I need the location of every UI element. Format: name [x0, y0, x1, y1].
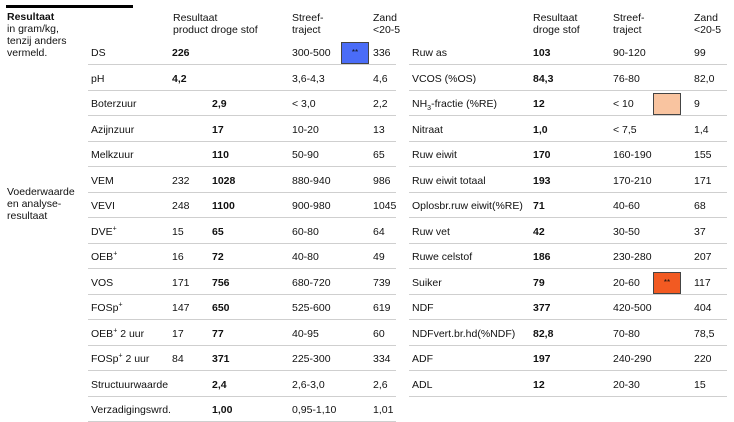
droge-stof-value: 756 — [212, 276, 230, 289]
row-label — [412, 327, 515, 341]
label-text: DVE — [91, 225, 113, 238]
droge-stof-value: 12 — [533, 378, 545, 391]
table-row — [409, 170, 727, 193]
streef-traject-value: 3,6-4,3 — [292, 72, 325, 85]
units-title: Resultaat — [7, 11, 55, 23]
zand-value: 334 — [373, 353, 391, 365]
row-label — [91, 123, 134, 137]
left-header-resultaat — [173, 12, 258, 36]
droge-stof-value: 1028 — [212, 174, 236, 187]
alert-marker: ** — [341, 42, 369, 64]
label-superscript: + — [113, 250, 118, 258]
table-row — [88, 195, 396, 218]
header-text: Resultaat — [173, 12, 218, 24]
header-text: Zand — [373, 12, 397, 24]
droge-stof-value: 193 — [533, 174, 551, 187]
label-text: Ruwe celstof — [412, 251, 473, 263]
droge-stof-value: 1,00 — [212, 404, 233, 416]
table-row — [88, 221, 396, 244]
zand-value: 64 — [373, 225, 385, 238]
zand-value: 336 — [373, 47, 391, 59]
droge-stof-value: 110 — [212, 149, 229, 161]
streef-traject-value: 40-60 — [613, 200, 640, 212]
alert-marker: ** — [653, 272, 681, 294]
streef-traject-value: < 3,0 — [292, 98, 316, 110]
zand-value: 78,5 — [694, 327, 715, 340]
section-label — [7, 186, 75, 222]
label-text: Suiker — [412, 276, 442, 289]
header-text: Streef- — [292, 12, 324, 24]
streef-traject-value: < 10 — [613, 98, 634, 110]
row-label — [412, 97, 497, 111]
droge-stof-value: 82,8 — [533, 327, 554, 340]
table-row — [88, 348, 396, 371]
label-text: Ruw as — [412, 47, 448, 59]
product-value: 248 — [172, 200, 190, 212]
section-line: en analyse- — [7, 198, 62, 210]
label-text: Ruw vet — [412, 225, 450, 238]
row-label — [412, 174, 486, 188]
streef-traject-value: 230-280 — [613, 251, 652, 263]
table-row — [88, 374, 396, 397]
product-value: 84 — [172, 353, 184, 365]
product-value: 171 — [172, 276, 190, 289]
droge-stof-value: 1100 — [212, 200, 235, 212]
left-header-streef — [292, 12, 324, 36]
row-label — [412, 352, 433, 366]
row-label — [412, 250, 472, 264]
label-text: ADF — [412, 353, 433, 365]
label-text: NH — [412, 98, 428, 110]
droge-stof-value: 197 — [533, 353, 551, 365]
table-row — [409, 42, 727, 65]
zand-value: 15 — [694, 378, 706, 391]
right-header-resultaat — [533, 12, 580, 36]
label-text: VOS — [91, 276, 114, 289]
zand-value: 37 — [694, 225, 706, 238]
droge-stof-value: 170 — [533, 149, 551, 161]
product-value: 226 — [172, 47, 190, 59]
zand-value: 4,6 — [373, 72, 388, 85]
row-label — [412, 378, 432, 392]
label-superscript: + — [118, 352, 123, 360]
streef-traject-value: 10-20 — [292, 123, 319, 136]
droge-stof-value: 103 — [533, 47, 551, 59]
zand-value: 220 — [694, 353, 712, 365]
row-label — [91, 276, 113, 290]
droge-stof-value: 72 — [212, 251, 224, 263]
table-row — [88, 272, 396, 295]
product-value: 147 — [172, 302, 190, 314]
table-row — [409, 93, 727, 116]
streef-traject-value: < 7,5 — [613, 123, 637, 136]
streef-traject-value: 90-120 — [613, 47, 646, 59]
header-text: Streef- — [613, 12, 645, 24]
streef-traject-value: 420-500 — [613, 302, 652, 314]
label-text: FOSp — [91, 302, 119, 314]
streef-traject-value: 20-30 — [613, 378, 640, 391]
row-label — [412, 301, 434, 315]
units-line: tenzij anders — [7, 35, 67, 47]
header-text: Zand — [694, 12, 718, 24]
streef-traject-value: 20-60 — [613, 276, 640, 289]
product-value: 232 — [172, 174, 190, 187]
label-superscript: + — [118, 301, 123, 309]
zand-value: 65 — [373, 149, 385, 161]
table-row — [409, 348, 727, 371]
label-superscript: + — [112, 225, 117, 232]
row-label — [91, 97, 137, 111]
row-label — [412, 72, 476, 86]
table-row — [409, 144, 727, 167]
label-text: Ruw eiwit totaal — [412, 174, 486, 187]
zand-value: 739 — [373, 276, 391, 289]
streef-traject-value: 76-80 — [613, 72, 640, 85]
row-label — [91, 378, 168, 392]
header-text: <20-5 — [694, 24, 722, 36]
label-text: Structuurwaarde — [91, 378, 169, 391]
row-label — [412, 123, 443, 137]
streef-traject-value: 680-720 — [292, 276, 331, 289]
row-label — [91, 174, 114, 188]
left-header-zand — [373, 12, 400, 36]
right-header-streef — [613, 12, 645, 36]
row-label — [412, 199, 523, 213]
droge-stof-value: 186 — [533, 251, 551, 263]
table-row — [409, 246, 727, 269]
streef-traject-value: 40-80 — [292, 251, 319, 263]
label-text: VEM — [91, 174, 114, 187]
label-text: VEVI — [91, 200, 115, 212]
label-text: pH — [91, 72, 105, 85]
row-label — [412, 276, 442, 290]
label-text: FOSp — [91, 353, 119, 365]
label-text: OEB — [91, 327, 114, 340]
row-label — [91, 225, 117, 239]
product-value: 16 — [172, 251, 184, 263]
label-text: VCOS (%OS) — [412, 72, 477, 85]
table-row — [88, 93, 396, 116]
droge-stof-value: 77 — [212, 327, 224, 340]
zand-value: 404 — [694, 302, 712, 314]
label-text: DS — [91, 47, 106, 59]
streef-traject-value: 50-90 — [292, 149, 319, 161]
table-row — [88, 144, 396, 167]
zand-value: 99 — [694, 47, 706, 59]
table-row — [409, 221, 727, 244]
row-label — [412, 46, 447, 60]
row-label — [412, 225, 450, 239]
row-label — [91, 403, 171, 417]
table-row — [409, 119, 727, 142]
streef-traject-value: 240-290 — [613, 353, 652, 365]
label-text: Ruw eiwit — [412, 149, 457, 161]
label-suffix: -fractie (%RE) — [431, 98, 498, 110]
droge-stof-value: 2,9 — [212, 98, 227, 110]
streef-traject-value: 30-50 — [613, 225, 640, 238]
zand-value: 207 — [694, 251, 712, 263]
droge-stof-value: 42 — [533, 225, 545, 238]
droge-stof-value: 377 — [533, 302, 551, 314]
streef-traject-value: 225-300 — [292, 353, 331, 365]
streef-traject-value: 70-80 — [613, 327, 640, 340]
units-line: vermeld. — [7, 47, 48, 59]
row-label — [91, 46, 106, 60]
label-text: Verzadigingswrd. — [91, 404, 171, 416]
table-row — [88, 246, 396, 269]
product-value: 15 — [172, 225, 184, 238]
product-value: 17 — [172, 327, 184, 340]
row-label — [91, 301, 123, 315]
droge-stof-value: 1,0 — [533, 123, 548, 136]
product-value: 4,2 — [172, 72, 187, 85]
label-text: Nitraat — [412, 123, 443, 136]
row-label — [91, 250, 117, 264]
table-row — [409, 297, 727, 320]
droge-stof-value: 650 — [212, 302, 230, 314]
streef-traject-value: 60-80 — [292, 225, 319, 238]
zand-value: 619 — [373, 302, 391, 314]
zand-value: 171 — [694, 174, 712, 187]
streef-traject-value: 160-190 — [613, 149, 652, 161]
droge-stof-value: 71 — [533, 200, 545, 212]
table-row — [409, 68, 727, 91]
table-row — [409, 272, 727, 295]
table-row — [409, 323, 727, 346]
header-text: droge stof — [533, 24, 580, 36]
header-text: product droge stof — [173, 24, 258, 36]
label-text: Oplosbr.ruw eiwit(%RE) — [412, 200, 523, 212]
droge-stof-value: 12 — [533, 98, 545, 110]
streef-traject-value: 880-940 — [292, 174, 331, 187]
section-line: resultaat — [7, 210, 48, 222]
table-row — [409, 374, 727, 397]
zand-value: 9 — [694, 98, 700, 110]
zand-value: 82,0 — [694, 72, 715, 85]
units-line: in gram/kg, — [7, 23, 59, 35]
row-label — [412, 148, 457, 162]
row-label — [91, 199, 115, 213]
label-text: OEB — [91, 251, 114, 263]
zand-value: 2,2 — [373, 98, 388, 110]
streef-traject-value: 0,95-1,10 — [292, 404, 337, 416]
zand-value: 117 — [694, 276, 711, 289]
table-row — [88, 323, 396, 346]
droge-stof-value: 17 — [212, 123, 224, 136]
label-text: ADL — [412, 378, 433, 391]
streef-traject-value: 525-600 — [292, 302, 331, 314]
zand-value: 1,01 — [373, 404, 394, 416]
table-row — [88, 119, 396, 142]
table-row — [88, 68, 396, 91]
label-text: NDF — [412, 302, 434, 314]
zand-value: 1,4 — [694, 123, 709, 136]
table-row — [409, 195, 727, 218]
zand-value: 49 — [373, 251, 385, 263]
streef-traject-value: 170-210 — [613, 174, 652, 187]
zand-value: 1045 — [373, 200, 397, 212]
right-header-zand — [694, 12, 721, 36]
label-text: Azijnzuur — [91, 123, 135, 136]
header-text: traject — [613, 24, 642, 36]
header-text: <20-5 — [373, 24, 401, 36]
droge-stof-value: 65 — [212, 225, 224, 238]
header-text: Resultaat — [533, 12, 578, 24]
zand-value: 155 — [694, 149, 712, 161]
label-suffix: 2 uur — [122, 353, 150, 365]
row-label — [91, 352, 149, 366]
droge-stof-value: 2,4 — [212, 378, 227, 391]
zand-value: 13 — [373, 123, 385, 136]
label-subscript: 3 — [427, 105, 432, 113]
streef-traject-value: 900-980 — [292, 200, 331, 212]
row-label — [91, 72, 104, 86]
droge-stof-value: 79 — [533, 276, 545, 289]
label-text: Boterzuur — [91, 98, 137, 110]
title-rule — [6, 5, 133, 8]
streef-traject-value: 40-95 — [292, 327, 319, 340]
zand-value: 986 — [373, 174, 391, 187]
alert-marker — [653, 93, 681, 115]
section-line: Voederwaarde — [7, 186, 75, 198]
label-text: NDFvert.br.hd(%NDF) — [412, 327, 516, 340]
units-label — [7, 11, 67, 59]
row-label — [91, 148, 134, 162]
label-suffix: 2 uur — [117, 327, 145, 340]
row-label — [91, 327, 144, 341]
zand-value: 2,6 — [373, 378, 388, 391]
droge-stof-value: 84,3 — [533, 72, 554, 85]
header-text: traject — [292, 24, 321, 36]
table-row — [88, 170, 396, 193]
table-row — [88, 297, 396, 320]
zand-value: 68 — [694, 200, 706, 212]
streef-traject-value: 2,6-3,0 — [292, 378, 325, 391]
label-superscript: + — [113, 327, 118, 334]
droge-stof-value: 371 — [212, 353, 230, 365]
table-row — [88, 42, 396, 65]
zand-value: 60 — [373, 327, 385, 340]
label-text: Melkzuur — [91, 149, 134, 161]
streef-traject-value: 300-500 — [292, 47, 331, 59]
